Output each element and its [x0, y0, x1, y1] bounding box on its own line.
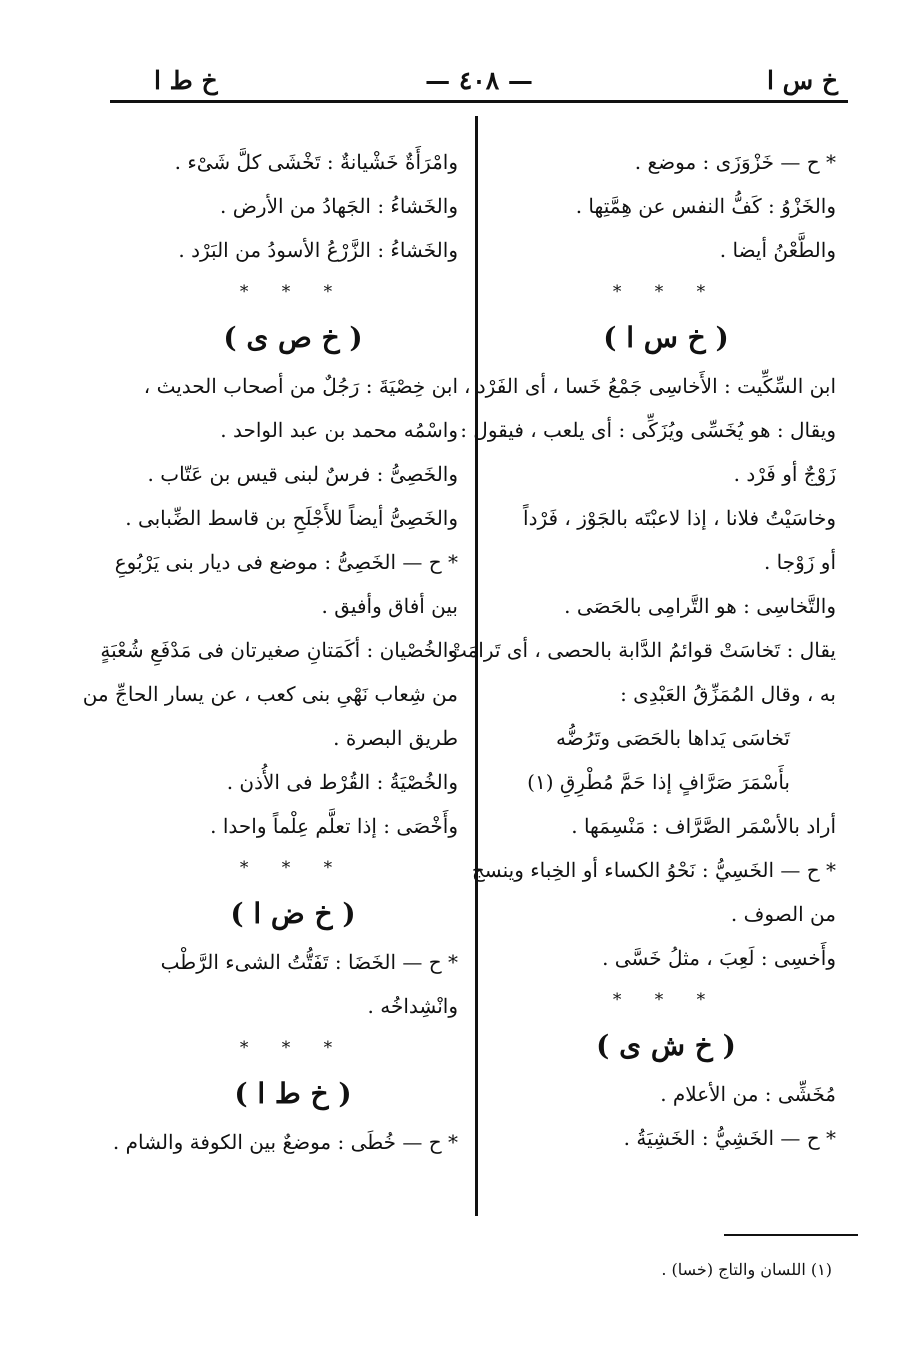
- section-separator: * * *: [239, 1038, 347, 1058]
- text-line: والخَشاءُ : الزَّرْعُ الأسودُ من البَرْد .: [178, 238, 458, 262]
- section-heading: ( خ ش ى ): [596, 1029, 736, 1062]
- section-heading: ( خ ط ا ): [234, 1077, 352, 1110]
- text-line: والخَصِىُّ أيضاً للأَجْلَحِ بن قاسط الضِّبابى .: [125, 506, 458, 530]
- text-line: أراد بالأسْمَر الصَّرَّاف : مَنْسِمَها .: [571, 814, 836, 838]
- text-line: مُخَشِّى : من الأعلام .: [660, 1082, 836, 1106]
- text-line: * ح — خُطَى : موضعٌ بين الكوفة والشام .: [112, 1130, 458, 1154]
- text-line: واسْمُه محمد بن عبد الواحد .: [220, 418, 458, 442]
- text-line: * ح — الخَشِيُّ : الخَشِيَةُ .: [623, 1126, 836, 1150]
- text-line: ابن السِّكِّيت : الأَخاسِى جَمْعُ خَسا ، أى الفَرْد ،: [463, 374, 836, 398]
- text-line: والخُصْيان : أكَمَتانِ صغيرتان فى مَدْفَعِ شُعْبَةٍ: [100, 638, 458, 662]
- text-line: ويقال : هو يُخَسِّى ويُزَكِّى : أى يلعب ، فيقول :: [460, 418, 836, 442]
- text-line: وأَخسِى : لَعِبَ ، مثلُ خَسَّى .: [602, 946, 836, 970]
- section-heading: ( خ ص ى ): [223, 321, 363, 354]
- text-line: والتَّخاسِى : هو التَّرامِى بالحَصَى .: [564, 594, 836, 618]
- text-line: وانْشِداخُه .: [367, 994, 458, 1018]
- text-line: والخُصْيَةُ : القُرْط فى الأُذن .: [226, 770, 458, 794]
- text-line: طريق البصرة .: [333, 726, 458, 750]
- section-separator: * * *: [612, 990, 720, 1010]
- verse-line: تَخاسَى يَداها بالحَصَى وتَرُضُّه: [556, 726, 790, 750]
- text-line: * ح — الخَضَا : تَفَتُّتُ الشىء الرَّطْب: [160, 950, 458, 974]
- text-line: بين أفاق وأفيق .: [321, 594, 458, 618]
- verse-line: بأَسْمَرَ صَرَّافٍ إذا حَمَّ مُطْرِقِ (١): [527, 770, 790, 794]
- page-number: — ٤٠٨ —: [425, 66, 533, 95]
- section-heading: ( خ س ا ): [603, 321, 729, 354]
- text-line: يقال : تَخاسَتْ قوائمُ الدَّابة بالحصى ، أى تَرامَتْ: [447, 638, 836, 662]
- text-line: من شِعاب نَهْىِ بنى كعب ، عن يسار الحاجِّ من: [82, 682, 458, 706]
- text-line: والخَشاءُ : الجَهادُ من الأرض .: [220, 194, 458, 218]
- text-line: * ح — الخَصِىُّ : موضع فى ديار بنى يَرْبُوعِ: [114, 550, 458, 574]
- text-line: وخاسَيْتُ فلانا ، إذا لاعبْتَه بالجَوْز ، فَرْداً: [523, 506, 836, 530]
- footnote: (١) اللسان والتاج (خسا) .: [661, 1260, 832, 1279]
- text-line: والطَّعْنُ أيضا .: [719, 238, 836, 262]
- text-line: والخَصِىُّ : فرسٌ لبنى قيس بن عَتّاب .: [147, 462, 458, 486]
- text-line: * ح — خَزْوَزَى : موضع .: [634, 150, 836, 174]
- section-separator: * * *: [612, 282, 720, 302]
- text-line: * ح — الخَسِيُّ : نَحْوُ الكساء أو الخِباء وينسج: [471, 858, 836, 882]
- section-heading: ( خ ض ا ): [230, 897, 356, 930]
- left-column: [82, 140, 458, 1164]
- page-header: [110, 62, 848, 103]
- section-separator: * * *: [239, 858, 347, 878]
- right-column: [447, 140, 836, 1160]
- text-line: زَوْجٌ أو فَرْد .: [733, 462, 836, 486]
- text-line: من الصوف .: [730, 902, 836, 926]
- text-line: والخَزْوُ : كَفُّ النفس عن هِمَّتِها .: [575, 194, 836, 218]
- text-line: به ، وقال المُمَزِّقُ العَبْدِى :: [620, 682, 836, 706]
- text-line: وامْرَأَةٌ خَشْيانةٌ : تَخْشَى كلَّ شَىْء .: [174, 150, 458, 174]
- section-separator: * * *: [239, 282, 347, 302]
- text-line: أو زَوْجا .: [763, 550, 836, 574]
- header-root-right: خ س ا: [766, 66, 838, 95]
- footnote-rule: [724, 1234, 858, 1236]
- text-line: وأَخْصَى : إذا تعلَّم عِلْماً واحدا .: [210, 814, 458, 838]
- text-line: ابن خِصْيَةَ : رَجُلٌ من أصحاب الحديث ،: [143, 374, 458, 398]
- header-root-left: خ ط ا: [154, 66, 218, 95]
